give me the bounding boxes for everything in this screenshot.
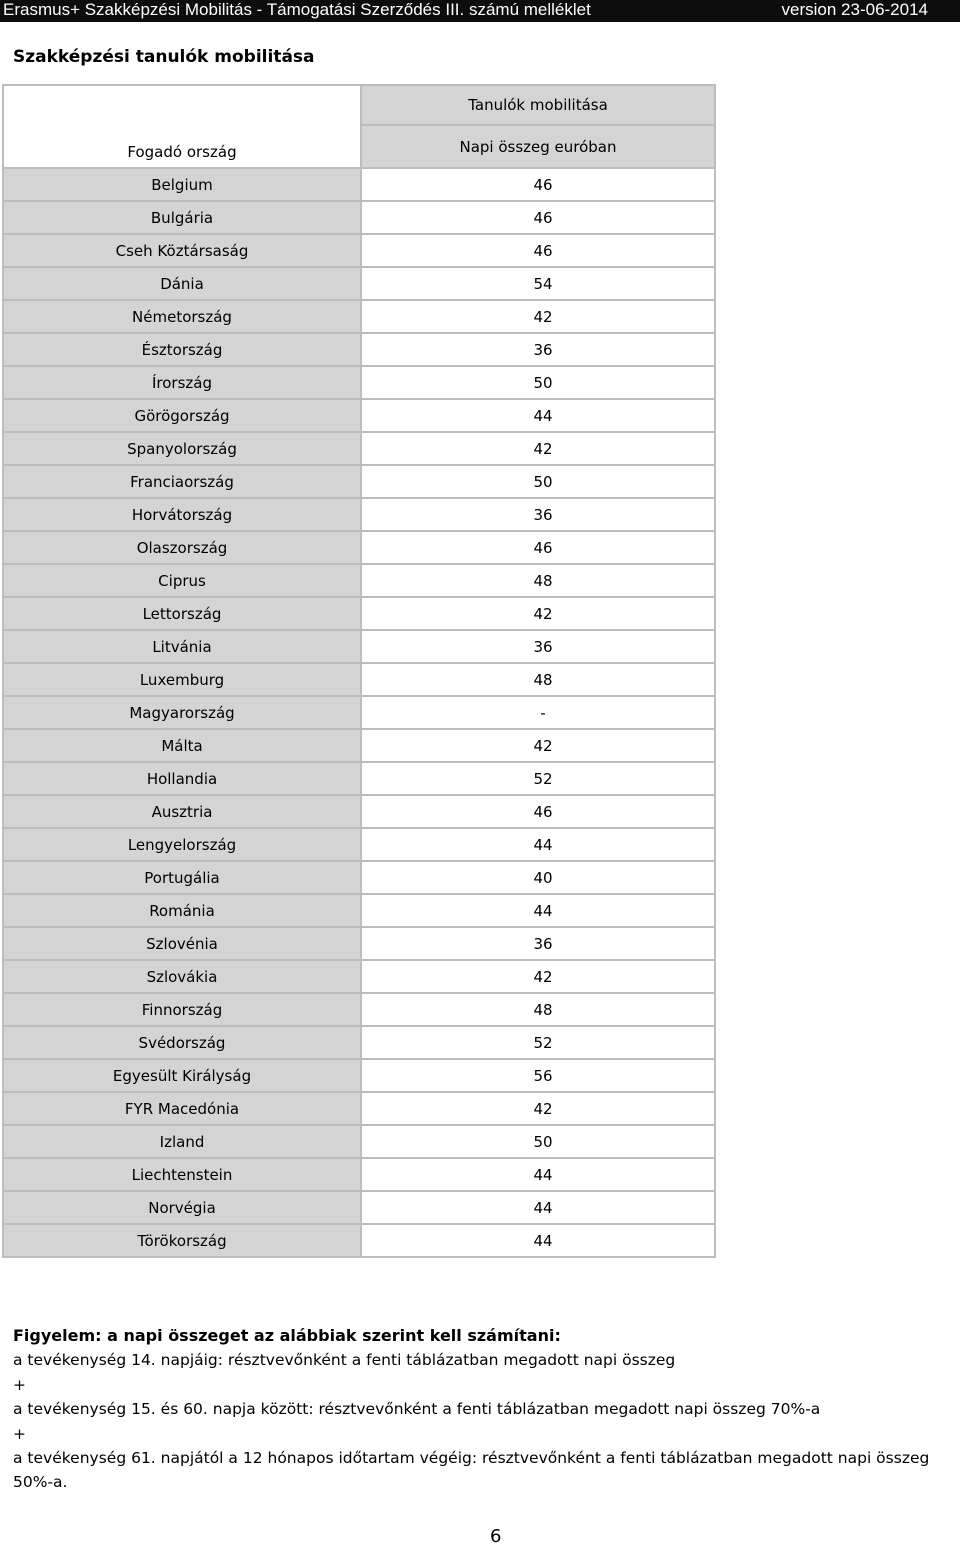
amount-value: 48 — [533, 571, 553, 590]
table-row — [3, 894, 715, 927]
country-cell: Egyesült Királyság — [3, 1059, 361, 1092]
amount-value: 44 — [533, 1231, 553, 1250]
amount-value: 52 — [533, 1033, 553, 1052]
table-row — [3, 663, 715, 696]
table-row — [3, 498, 715, 531]
amount-cell — [361, 234, 715, 267]
country-cell: Ciprus — [3, 564, 361, 597]
amount-cell — [361, 993, 715, 1026]
amount-cell — [361, 1125, 715, 1158]
amount-cell — [361, 1026, 715, 1059]
table-row — [3, 531, 715, 564]
table-row — [3, 795, 715, 828]
amount-cell — [361, 399, 715, 432]
amount-value: 42 — [533, 604, 553, 623]
amount-value: 46 — [533, 241, 553, 260]
amount-value: 46 — [533, 802, 553, 821]
amount-cell — [361, 630, 715, 663]
amount-cell — [361, 267, 715, 300]
amount-column-header: Napi összeg euróban — [361, 125, 715, 168]
table-row — [3, 1125, 715, 1158]
calculation-notes — [13, 1324, 958, 1495]
table-row — [3, 1059, 715, 1092]
country-column-header: Fogadó ország — [3, 125, 361, 168]
country-cell: Dánia — [3, 267, 361, 300]
amount-cell — [361, 762, 715, 795]
amount-value: 44 — [533, 835, 553, 854]
page-header — [0, 0, 960, 22]
amount-cell — [361, 498, 715, 531]
amount-cell — [361, 333, 715, 366]
table-row — [3, 762, 715, 795]
table-row — [3, 993, 715, 1026]
amount-value: 46 — [533, 175, 553, 194]
table-row — [3, 1191, 715, 1224]
table-row — [3, 1158, 715, 1191]
country-cell: Magyarország — [3, 696, 361, 729]
country-cell: Franciaország — [3, 465, 361, 498]
country-cell: Horvátország — [3, 498, 361, 531]
amount-value: 36 — [533, 340, 553, 359]
amount-cell — [361, 729, 715, 762]
country-cell: Észtország — [3, 333, 361, 366]
table-row — [3, 729, 715, 762]
amount-value: 50 — [533, 472, 553, 491]
table-row — [3, 300, 715, 333]
country-cell: Bulgária — [3, 201, 361, 234]
country-cell: Norvégia — [3, 1191, 361, 1224]
country-cell: Luxemburg — [3, 663, 361, 696]
amount-cell — [361, 366, 715, 399]
table-row — [3, 828, 715, 861]
amount-cell — [361, 1059, 715, 1092]
country-cell: Lettország — [3, 597, 361, 630]
amount-value: - — [540, 703, 546, 722]
amount-cell — [361, 168, 715, 201]
table-row — [3, 432, 715, 465]
amount-value: 44 — [533, 1165, 553, 1184]
amount-cell — [361, 1092, 715, 1125]
amount-value: 54 — [533, 274, 553, 293]
country-cell: Románia — [3, 894, 361, 927]
table-row — [3, 465, 715, 498]
country-cell: Ausztria — [3, 795, 361, 828]
table-row — [3, 267, 715, 300]
amount-value: 44 — [533, 1198, 553, 1217]
page-number: 6 — [490, 1526, 502, 1547]
table-row — [3, 1026, 715, 1059]
amount-value: 42 — [533, 1099, 553, 1118]
amount-cell — [361, 1158, 715, 1191]
amount-value: 50 — [533, 1132, 553, 1151]
header-document-title: Erasmus+ Szakképzési Mobilitás - Támogatási Szerződés III. számú melléklet — [3, 0, 591, 19]
country-cell: Írország — [3, 366, 361, 399]
amount-cell — [361, 597, 715, 630]
amount-value: 48 — [533, 670, 553, 689]
amount-cell — [361, 960, 715, 993]
table-row — [3, 597, 715, 630]
country-cell: Spanyolország — [3, 432, 361, 465]
amount-value: 40 — [533, 868, 553, 887]
amount-cell — [361, 531, 715, 564]
amount-cell — [361, 861, 715, 894]
table-row — [3, 696, 715, 729]
country-cell: Szlovákia — [3, 960, 361, 993]
amount-cell — [361, 465, 715, 498]
notes-line-3: a tevékenység 61. napjától a 12 hónapos időtartam végéig: résztvevőnként a fenti táblázatban megadott napi összeg 50%-a. — [13, 1449, 930, 1492]
amount-cell — [361, 201, 715, 234]
table-row — [3, 861, 715, 894]
country-cell: Izland — [3, 1125, 361, 1158]
amount-cell — [361, 432, 715, 465]
amount-cell — [361, 1224, 715, 1257]
amount-cell — [361, 663, 715, 696]
amount-value: 36 — [533, 637, 553, 656]
amount-value: 36 — [533, 934, 553, 953]
country-cell: Cseh Köztársaság — [3, 234, 361, 267]
country-cell: Liechtenstein — [3, 1158, 361, 1191]
amount-value: 42 — [533, 736, 553, 755]
header-version: version 23-06-2014 — [781, 0, 928, 19]
amount-value: 42 — [533, 307, 553, 326]
amount-value: 56 — [533, 1066, 553, 1085]
amount-value: 50 — [533, 373, 553, 392]
daily-rate-table — [2, 84, 716, 1258]
amount-value: 36 — [533, 505, 553, 524]
amount-value: 44 — [533, 901, 553, 920]
amount-cell — [361, 1191, 715, 1224]
amount-cell — [361, 696, 715, 729]
table-row — [3, 927, 715, 960]
table-row — [3, 201, 715, 234]
amount-value: 42 — [533, 439, 553, 458]
amount-cell — [361, 300, 715, 333]
table-row — [3, 1224, 715, 1257]
amount-value: 48 — [533, 1000, 553, 1019]
country-cell: Hollandia — [3, 762, 361, 795]
table-row — [3, 399, 715, 432]
country-cell: Málta — [3, 729, 361, 762]
country-cell: Portugália — [3, 861, 361, 894]
notes-line-2: a tevékenység 15. és 60. napja között: résztvevőnként a fenti táblázatban megadott napi összeg 70%-a — [13, 1400, 821, 1419]
table-row — [3, 960, 715, 993]
country-cell: Görögország — [3, 399, 361, 432]
amount-value: 42 — [533, 967, 553, 986]
table-row — [3, 333, 715, 366]
table-body — [3, 168, 715, 1257]
amount-value: 46 — [533, 208, 553, 227]
amount-value: 46 — [533, 538, 553, 557]
amount-value: 52 — [533, 769, 553, 788]
amount-value: 44 — [533, 406, 553, 425]
country-cell: FYR Macedónia — [3, 1092, 361, 1125]
table-corner-cell — [3, 85, 361, 125]
table-row — [3, 168, 715, 201]
notes-plus-2: + — [13, 1424, 26, 1443]
country-cell: Svédország — [3, 1026, 361, 1059]
notes-plus-1: + — [13, 1375, 26, 1394]
amount-cell — [361, 927, 715, 960]
group-header-cell: Tanulók mobilitása — [361, 85, 715, 125]
country-cell: Belgium — [3, 168, 361, 201]
country-cell: Finnország — [3, 993, 361, 1026]
table-row — [3, 1092, 715, 1125]
country-cell: Olaszország — [3, 531, 361, 564]
page-title: Szakképzési tanulók mobilitása — [13, 47, 315, 67]
amount-cell — [361, 795, 715, 828]
country-cell: Szlovénia — [3, 927, 361, 960]
amount-cell — [361, 828, 715, 861]
country-cell: Törökország — [3, 1224, 361, 1257]
amount-cell — [361, 564, 715, 597]
country-cell: Lengyelország — [3, 828, 361, 861]
table-row — [3, 234, 715, 267]
notes-heading: Figyelem: a napi összeget az alábbiak szerint kell számítani: — [13, 1326, 561, 1345]
amount-cell — [361, 894, 715, 927]
notes-line-1: a tevékenység 14. napjáig: résztvevőnként a fenti táblázatban megadott napi összeg — [13, 1351, 676, 1370]
table-row — [3, 630, 715, 663]
country-cell: Litvánia — [3, 630, 361, 663]
table-row — [3, 564, 715, 597]
country-cell: Németország — [3, 300, 361, 333]
table-row — [3, 366, 715, 399]
